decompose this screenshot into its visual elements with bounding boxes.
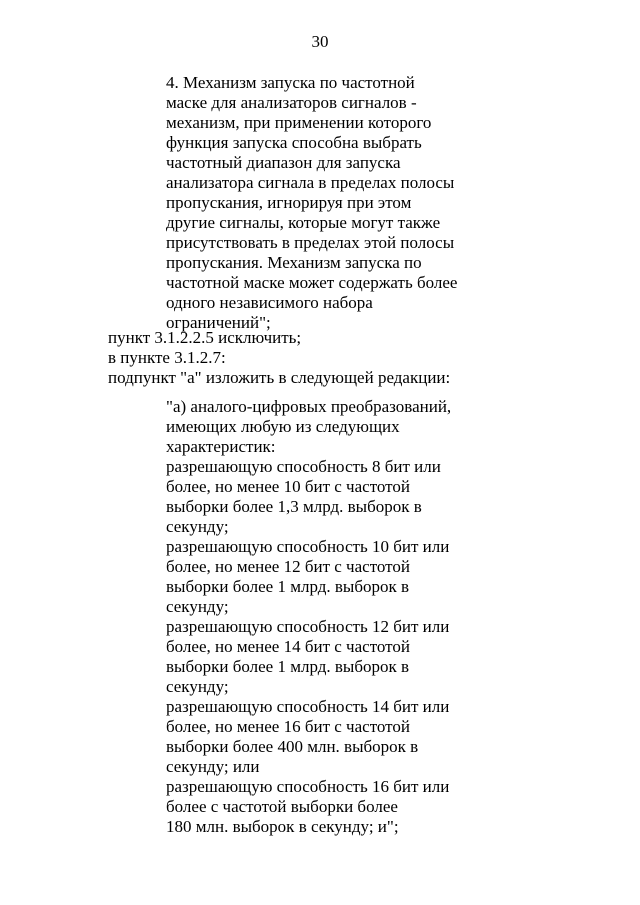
text-line: разрешающую способность 16 бит или [166, 777, 450, 796]
text-line: выборки более 1,3 млрд. выборок в [166, 497, 422, 516]
text-line: разрешающую способность 14 бит или [166, 697, 450, 716]
text-line: одного независимого набора [166, 293, 373, 312]
text-line: секунду; [166, 597, 229, 616]
text-line: имеющих любую из следующих [166, 417, 400, 436]
text-line: выборки более 1 млрд. выборок в [166, 577, 410, 596]
text-line: выборки более 1 млрд. выборок в [166, 657, 410, 676]
text-line: ограничений"; [166, 313, 271, 332]
text-line: секунду; или [166, 757, 260, 776]
text-line: разрешающую способность 8 бит или [166, 457, 441, 476]
text-line: 4. Механизм запуска по частотной [166, 73, 415, 92]
text-line: секунду; [166, 517, 229, 536]
text-line: частотный диапазон для запуска [166, 153, 401, 172]
text-line: другие сигналы, которые могут также [166, 213, 441, 232]
text-line: более, но менее 14 бит с частотой [166, 637, 410, 656]
text-line: пропускания. Механизм запуска по [166, 253, 422, 272]
text-line: анализатора сигнала в пределах полосы [166, 173, 455, 192]
text-line: маске для анализаторов сигналов - [166, 93, 417, 112]
amendment-instructions [108, 328, 450, 388]
text-line: выборки более 400 млн. выборок в [166, 737, 419, 756]
text-line: разрешающую способность 10 бит или [166, 537, 450, 556]
definition-paragraph [166, 73, 457, 333]
instruction-line: пункт 3.1.2.2.5 исключить; [108, 328, 302, 347]
text-line: секунду; [166, 677, 229, 696]
instruction-line: в пункте 3.1.2.7: [108, 348, 226, 367]
text-line: 180 млн. выборок в секунду; и"; [166, 817, 399, 836]
text-line: частотной маске может содержать более [166, 273, 458, 292]
text-line: "а) аналого-цифровых преобразований, [166, 397, 452, 416]
text-line: функция запуска способна выбрать [166, 133, 422, 152]
instruction-line: подпункт "а" изложить в следующей редакции: [108, 368, 451, 387]
text-line: более, но менее 10 бит с частотой [166, 477, 410, 496]
text-line: механизм, при применении которого [166, 113, 432, 132]
page-number: 30 [311, 32, 329, 51]
text-line: более, но менее 12 бит с частотой [166, 557, 410, 576]
text-line: более с частотой выборки более [166, 797, 398, 816]
text-line: присутствовать в пределах этой полосы [166, 233, 455, 252]
text-line: пропускания, игнорируя при этом [166, 193, 412, 212]
text-line: более, но менее 16 бит с частотой [166, 717, 410, 736]
quoted-subparagraph-a [166, 397, 451, 837]
text-line: разрешающую способность 12 бит или [166, 617, 450, 636]
text-line: характеристик: [166, 437, 276, 456]
